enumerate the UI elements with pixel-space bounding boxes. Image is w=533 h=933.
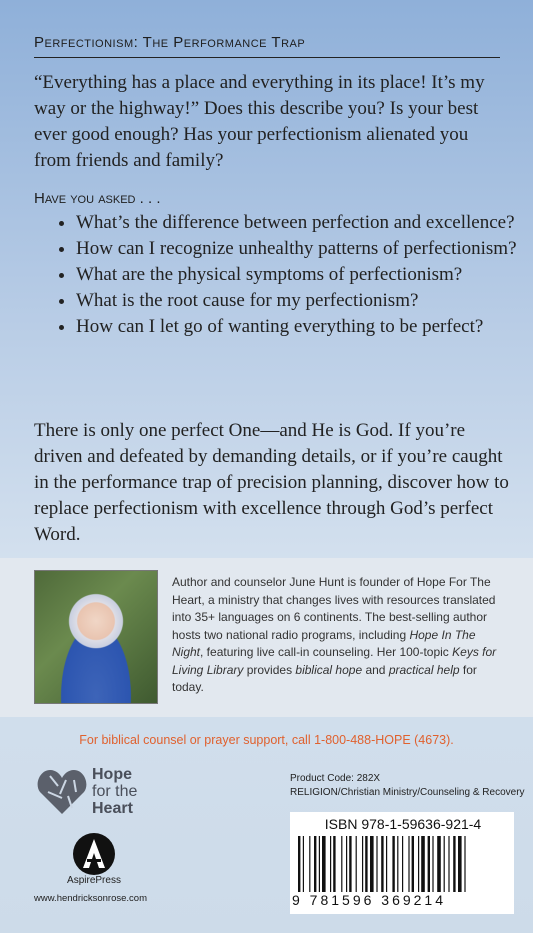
website-url: www.hendricksonrose.com: [34, 893, 147, 904]
bio-text: Author and counselor June Hunt is founder of Hope For The Heart, a ministry that changes lives with resources translated into 35+ languages on 6 continents. The best-selling author hosts two national radio programs, including: [172, 575, 496, 642]
section-heading: Perfectionism: The Performance Trap: [34, 34, 500, 58]
list-item: • How can I recognize unhealthy patterns of perfectionism?: [76, 236, 526, 262]
questions-heading: Have you asked . . .: [34, 190, 161, 207]
bio-library-title: Keys for Living Library: [172, 645, 497, 677]
list-item: • How can I let go of wanting everything to be perfect?: [76, 314, 526, 340]
bio-text: and: [362, 662, 389, 677]
bio-text: for today.: [172, 662, 477, 694]
publisher-name: AspirePress: [67, 875, 121, 886]
logo-text: [92, 766, 137, 817]
counsel-line: For biblical counsel or prayer support, call 1-800-488-HOPE (4673).: [79, 733, 454, 747]
bio-text: , featuring live call-in counseling. Her 100-topic: [200, 645, 453, 659]
hope-for-the-heart-logo: [36, 766, 146, 820]
isbn: ISBN 978-1-59636-921-4: [324, 816, 482, 832]
bio-text: provides: [243, 662, 296, 677]
category: RELIGION/Christian Ministry/Counseling & Recovery: [290, 787, 525, 798]
author-bio: [172, 574, 508, 697]
bio-show-title: Hope In The Night: [172, 627, 476, 659]
barcode: [290, 812, 514, 914]
aspire-a-icon: [72, 832, 116, 876]
heart-icon: [36, 766, 88, 818]
logo-line: Heart: [92, 800, 133, 817]
aspire-press-logo: [64, 832, 124, 881]
logo-line: for the: [92, 783, 138, 800]
questions-list: [56, 210, 526, 340]
logo-line: Hope: [92, 766, 132, 783]
bio-emphasis: biblical hope: [295, 662, 363, 677]
list-item: • What are the physical symptoms of perfectionism?: [76, 262, 526, 288]
list-item: • What is the root cause for my perfectionism?: [76, 288, 526, 314]
closing-paragraph: There is only one perfect One—and He is God. If you’re driven and defeated by demanding details, or if you’re caught in the performance trap of precision planning, discover how to replace perfectionism with excellence through God’s perfect Word.: [34, 420, 509, 545]
list-item: • What’s the difference between perfection and excellence?: [76, 210, 526, 236]
barcode-bars: [296, 836, 508, 898]
bio-emphasis: practical help: [388, 662, 460, 677]
intro-paragraph: “Everything has a place and everything in its place! It’s my way or the highway!” Does this describe you? Is your best ever good enough? Has your perfectionism alienated you from friends and family?: [34, 72, 485, 171]
author-photo: [34, 570, 158, 704]
product-code: Product Code: 282X: [290, 773, 381, 784]
product-info: [290, 772, 525, 800]
barcode-digits: 9 781596 369214: [292, 892, 446, 908]
